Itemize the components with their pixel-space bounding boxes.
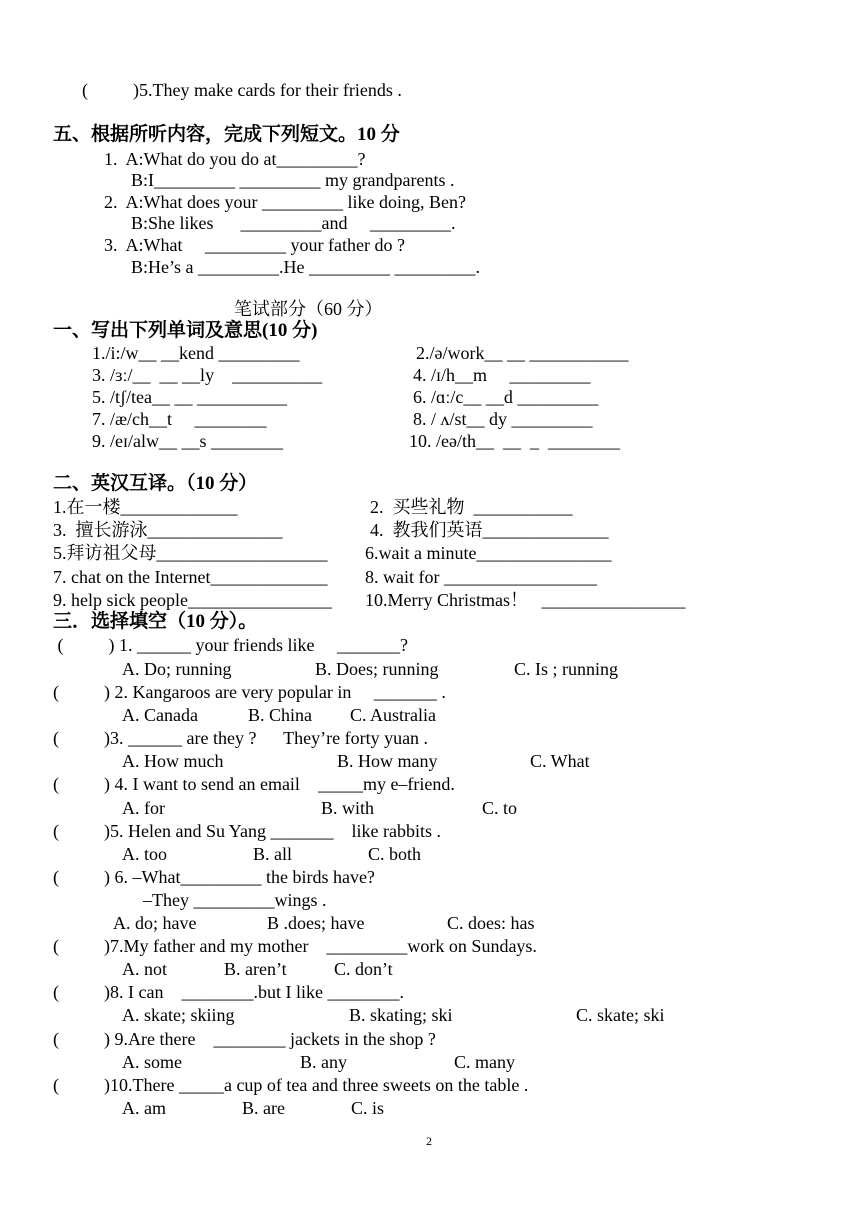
question-4-stem: ( ) 4. I want to send an email _____my e–friend. (53, 774, 455, 794)
question-7-option-c: C. don’t (334, 959, 393, 979)
section5-line-3: 2. A:What does your _________ like doing, Ben? (104, 192, 466, 212)
section2-item-10: 10.Merry Christmas！ ________________ (365, 590, 686, 610)
question-10-option-b: B. are (242, 1098, 285, 1118)
question-10-option-c: C. is (351, 1098, 385, 1118)
section5-line-6: B:He’s a _________.He _________ _________. (131, 257, 480, 277)
section5-line-1: 1. A:What do you do at_________? (104, 149, 366, 169)
section5-line-2: B:I_________ _________ my grandparents . (131, 170, 455, 190)
question-2-option-b: B. China (248, 705, 313, 725)
section2-item-8: 8. wait for _________________ (365, 567, 597, 587)
section2-item-5: 5.拜访祖父母___________________ (53, 543, 328, 563)
section1-item-2: 2./ə/work__ __ ___________ (416, 343, 629, 363)
question-5-option-c: C. both (368, 844, 422, 864)
question-8-option-a: A. skate; skiing (122, 1005, 235, 1025)
section1-item-1: 1./i:/w__ __kend _________ (92, 343, 300, 363)
section1-item-10: 10. /eə/th__ __ _ ________ (409, 431, 620, 451)
question-10-stem: ( )10.There _____a cup of tea and three sweets on the table . (53, 1075, 529, 1095)
section2-item-9: 9. help sick people________________ (53, 590, 332, 610)
question-1-option-c: C. Is ; running (514, 659, 619, 679)
question-4-option-c: C. to (482, 798, 518, 818)
listening-question-5: ( )5.They make cards for their friends . (82, 80, 402, 100)
question-4-option-a: A. for (122, 798, 165, 818)
question-1-option-b: B. Does; running (315, 659, 439, 679)
section2-item-6: 6.wait a minute_______________ (365, 543, 612, 563)
section5-line-5: 3. A:What _________ your father do ? (104, 235, 405, 255)
section1-item-3: 3. /ɜː/__ __ __ly __________ (92, 365, 323, 385)
section2-item-4: 4. 教我们英语______________ (370, 520, 609, 540)
section1-item-9: 9. /eɪ/alw__ __s ________ (92, 431, 283, 451)
section2-title: 二、英汉互译。（10 分） (53, 473, 258, 494)
section3-title: 三．选择填空（10 分）。 (53, 611, 258, 632)
section2-item-7: 7. chat on the Internet_____________ (53, 567, 328, 587)
question-5-stem: ( )5. Helen and Su Yang _______ like rabbits . (53, 821, 441, 841)
question-6-stem-line-2: –They _________wings . (143, 890, 327, 910)
question-8-stem: ( )8. I can ________.but I like ________. (53, 982, 404, 1002)
question-9-option-c: C. many (454, 1052, 515, 1072)
page-number: 2 (426, 1134, 432, 1148)
question-2-option-c: C. Australia (350, 705, 436, 725)
question-10-option-a: A. am (122, 1098, 166, 1118)
section1-item-8: 8. / ʌ/st__ dy _________ (413, 409, 593, 429)
section5-line-4: B:She likes _________and _________. (131, 213, 456, 233)
question-2-stem: ( ) 2. Kangaroos are very popular in _______ . (53, 682, 446, 702)
question-6-option-b: B .does; have (267, 913, 365, 933)
section5-title: 五、根据所听内容，完成下列短文。10 分 (53, 124, 400, 145)
question-1-stem: ( ) 1. ______ your friends like _______? (53, 635, 408, 655)
question-3-option-c: C. What (530, 751, 590, 771)
section2-item-3: 3. 擅长游泳_______________ (53, 520, 283, 540)
section1-item-5: 5. /tʃ/tea__ __ __________ (92, 387, 287, 407)
section1-title: 一、写出下列单词及意思(10 分) (53, 320, 318, 341)
question-3-stem: ( )3. ______ are they ? They’re forty yuan . (53, 728, 429, 748)
question-8-option-c: C. skate; ski (576, 1005, 665, 1025)
section1-item-6: 6. /ɑː/c__ __d _________ (413, 387, 599, 407)
question-6-option-c: C. does: has (447, 913, 535, 933)
section1-item-4: 4. /ɪ/h__m _________ (413, 365, 591, 385)
question-7-option-a: A. not (122, 959, 167, 979)
question-9-option-a: A. some (122, 1052, 182, 1072)
section2-item-1: 1.在一楼_____________ (53, 497, 238, 517)
question-3-option-a: A. How much (122, 751, 224, 771)
question-4-option-b: B. with (321, 798, 375, 818)
question-7-stem: ( )7.My father and my mother _________work on Sundays. (53, 936, 537, 956)
question-5-option-b: B. all (253, 844, 292, 864)
question-3-option-b: B. How many (337, 751, 438, 771)
question-2-option-a: A. Canada (122, 705, 198, 725)
section1-item-7: 7. /æ/ch__t ________ (92, 409, 267, 429)
question-8-option-b: B. skating; ski (349, 1005, 453, 1025)
question-6-option-a: A. do; have (113, 913, 197, 933)
question-1-option-a: A. Do; running (122, 659, 232, 679)
written-part-title: 笔试部分（60 分） (234, 299, 383, 319)
question-9-stem: ( ) 9.Are there ________ jackets in the shop ? (53, 1029, 436, 1049)
question-6-stem: ( ) 6. –What_________ the birds have? (53, 867, 375, 887)
question-7-option-b: B. aren’t (224, 959, 287, 979)
question-9-option-b: B. any (300, 1052, 347, 1072)
section2-item-2: 2. 买些礼物 ___________ (370, 497, 573, 517)
question-5-option-a: A. too (122, 844, 167, 864)
